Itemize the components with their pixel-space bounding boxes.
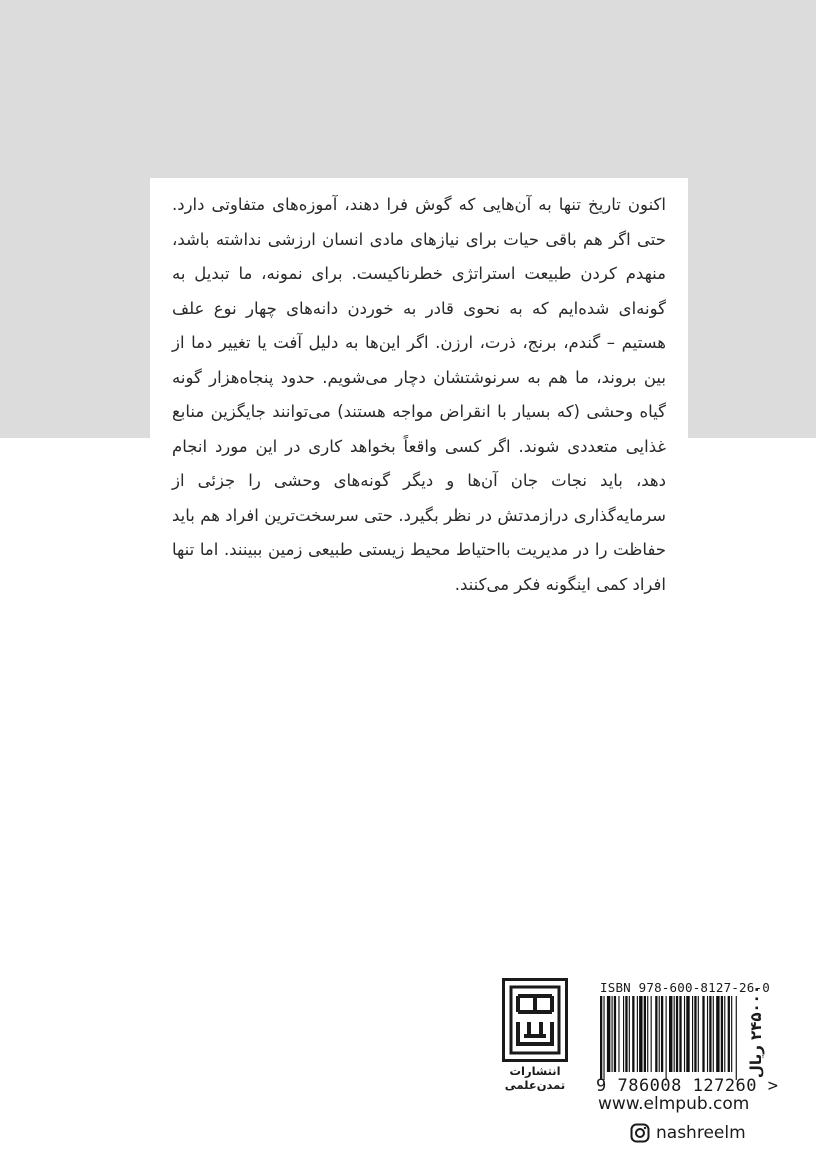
- back-cover-blurb: اکنون تاریخ تنها به آن‌هایی که گوش فرا دهند، آموزه‌های متفاوتی دارد. حتی اگر هم باقی حیات برای نیازهای مادی انسان ارزشی نداشته باشد، منهدم کردن طبیعت استراتژی خطرناکیست. برای نمونه، ما تبدیل به گونه‌ای شده‌ایم که به نحوی قادر به خوردن دانه‌های چهار نوع علف هستیم – گندم، برنج، ذرت، ارزن. اگر این‌ها به دلیل آفت یا تغییر دما از بین بروند، ما هم به سرنوشتشان دچار می‌شویم. حدود پنجاه‌هزار گونه گیاه وحشی (که بسیار با انقراض مواجه هستند) می‌توانند جایگزین منابع غذایی متعددی شوند. اگر کسی واقعاً بخواهد کاری در این مورد انجام دهد، باید نجات جان آن‌ها و دیگر گونه‌های وحشی را جزئی از سرمایه‌گذاری درازمدتش در نظر بگیرد. حتی سرسخت‌ترین افراد هم باید حفاظت را در مدیریت بااحتیاط محیط زیستی طبیعی زمین ببینند. اما تنها افراد کمی اینگونه فکر می‌کنند.: [172, 195, 666, 594]
- barcode-bar: [666, 996, 667, 1080]
- barcode-bar: [639, 996, 642, 1072]
- barcode-bar: [607, 996, 610, 1072]
- barcode-bar: [603, 996, 604, 1080]
- barcode-bar: [686, 996, 689, 1072]
- social-handle-row: [630, 1121, 746, 1145]
- barcode-bar: [637, 996, 638, 1072]
- barcode: [598, 996, 766, 1080]
- price-label: ۲۴۵۰۰۰ ریال: [747, 985, 765, 1079]
- barcode-bar: [647, 996, 648, 1072]
- barcode-bar: [679, 996, 681, 1072]
- barcode-bar: [625, 996, 627, 1072]
- barcode-bar: [661, 996, 663, 1072]
- barcode-bar: [716, 996, 719, 1072]
- barcode-bar: [731, 996, 732, 1072]
- barcode-bar: [709, 996, 711, 1072]
- barcode-bar: [659, 996, 660, 1072]
- barcode-bar: [612, 996, 613, 1072]
- barcode-bar: [698, 996, 699, 1072]
- publisher-name-line2: تمدن‌علمی: [504, 1078, 566, 1092]
- barcode-bar: [600, 996, 602, 1080]
- publisher-name-line1: انتشارات: [509, 1064, 561, 1078]
- barcode-bar: [721, 996, 723, 1072]
- barcode-bar: [629, 996, 630, 1072]
- barcode-bar: [692, 996, 693, 1072]
- barcode-bar: [707, 996, 708, 1072]
- barcode-bar: [694, 996, 696, 1072]
- instagram-icon: [630, 1123, 650, 1143]
- barcode-bar: [674, 996, 675, 1072]
- barcode-bar: [728, 996, 730, 1072]
- publisher-logo: [502, 978, 568, 1092]
- barcode-bar: [655, 996, 657, 1072]
- barcode-bar: [676, 996, 678, 1072]
- barcode-bar: [684, 996, 685, 1072]
- barcode-bar: [623, 996, 624, 1072]
- website-url: www.elmpub.com: [598, 1094, 750, 1114]
- barcode-bar: [669, 996, 672, 1072]
- barcode-bar: [618, 996, 619, 1072]
- social-handle: nashreelm: [656, 1123, 746, 1143]
- barcode-number: 9 786008 127260 >: [596, 1076, 779, 1096]
- barcode-bar: [651, 996, 652, 1072]
- barcode-bar: [614, 996, 616, 1072]
- barcode-bar: [702, 996, 704, 1072]
- isbn-label: ISBN 978-600-8127-26-0: [600, 980, 770, 995]
- barcode-bar: [632, 996, 634, 1072]
- barcode-bar: [724, 996, 725, 1072]
- publisher-logo-mark: [502, 978, 568, 1062]
- barcode-bar: [713, 996, 714, 1072]
- barcode-bar: [736, 996, 737, 1080]
- barcode-bar: [644, 996, 646, 1072]
